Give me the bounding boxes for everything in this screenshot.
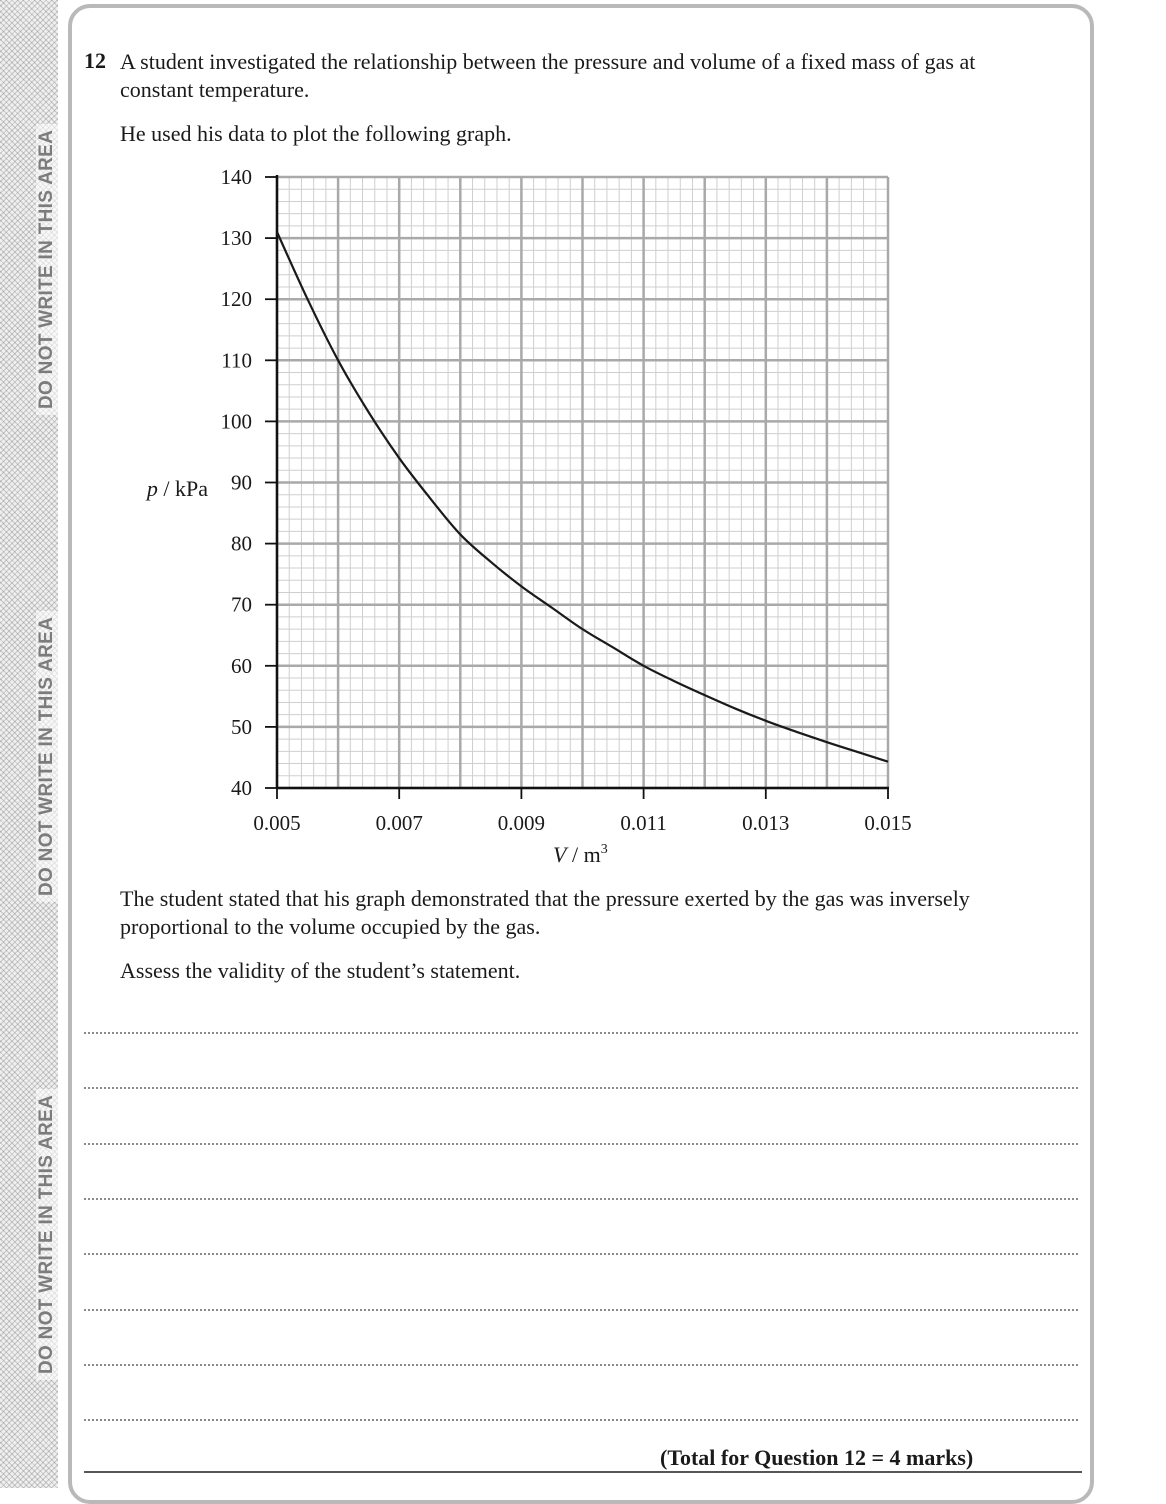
y-tick-label: 60 xyxy=(231,653,252,678)
answer-line[interactable] xyxy=(84,1032,1078,1034)
tick-labels xyxy=(221,165,912,835)
question-intro: A student investigated the relationship between the pressure and volume of a fixed mass of gas at constant temperature. xyxy=(120,49,976,102)
total-marks: (Total for Question 12 = 4 marks) xyxy=(660,1445,974,1470)
question-number: 12 xyxy=(84,48,106,73)
answer-line[interactable] xyxy=(84,1253,1078,1255)
margin-warning: DO NOT WRITE IN THIS AREA xyxy=(36,611,58,902)
y-axis-label-unit: / kPa xyxy=(157,476,208,501)
answer-line[interactable] xyxy=(84,1087,1078,1089)
bottom-rule xyxy=(84,1471,1082,1473)
task-prompt: Assess the validity of the student’s statement. xyxy=(120,958,521,983)
y-tick-label: 110 xyxy=(221,348,252,373)
y-tick-label: 40 xyxy=(231,776,252,800)
answer-line[interactable] xyxy=(84,1198,1078,1200)
student-statement: The student stated that his graph demonstrated that the pressure exerted by the gas was inversely proportional to the volume occupied by the gas. xyxy=(120,886,970,939)
axes xyxy=(265,175,889,799)
x-tick-label: 0.009 xyxy=(497,811,546,835)
margin-warning: DO NOT WRITE IN THIS AREA xyxy=(36,1089,58,1380)
x-tick-label: 0.013 xyxy=(742,811,790,835)
y-tick-label: 140 xyxy=(220,165,252,189)
graph-intro: He used his data to plot the following graph. xyxy=(120,121,512,146)
x-axis-label: V / $m^3$ xyxy=(553,842,608,867)
y-tick-label: 100 xyxy=(220,409,252,434)
y-tick-label: 50 xyxy=(231,714,252,739)
x-tick-label: 0.007 xyxy=(375,811,423,835)
grid-major xyxy=(277,177,888,788)
answer-line[interactable] xyxy=(84,1143,1078,1145)
answer-line[interactable] xyxy=(84,1309,1078,1311)
y-tick-label: 130 xyxy=(220,226,252,251)
y-tick-label: 90 xyxy=(231,470,252,495)
x-tick-label: 0.015 xyxy=(864,811,912,835)
y-tick-label: 80 xyxy=(231,531,252,556)
answer-line[interactable] xyxy=(84,1419,1078,1421)
y-tick-label: 120 xyxy=(220,287,252,312)
x-tick-label: 0.011 xyxy=(620,811,667,835)
x-tick-label: 0.005 xyxy=(253,811,301,835)
y-tick-label: 70 xyxy=(231,592,252,617)
y-axis-label: p / kPa xyxy=(146,476,208,501)
margin-warning: DO NOT WRITE IN THIS AREA xyxy=(36,124,58,415)
answer-line[interactable] xyxy=(84,1364,1078,1366)
